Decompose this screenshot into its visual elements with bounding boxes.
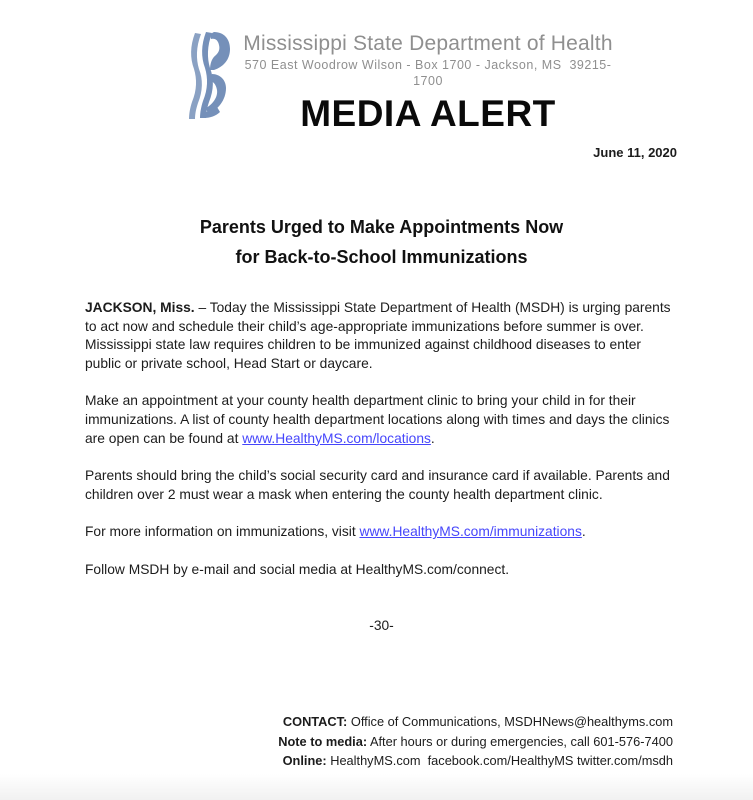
headline xyxy=(85,212,678,272)
release-date: June 11, 2020 xyxy=(593,145,677,160)
paragraph-text: – Today the Mississippi State Department of Health (MSDH) is urging parents to act now and schedule their child’s age-appropriate immunizations before summer is over. Mississippi state law requires children to be immunized against childhood diseases to enter public or private school, Head Start or daycare. xyxy=(85,300,671,371)
body-paragraph-3: Parents should bring the child’s social security card and insurance card if available. Parents and children over 2 must wear a mask when entering the county health department clinic. xyxy=(85,468,670,502)
msdh-faces-logo-icon xyxy=(186,30,230,122)
paragraph-text: . xyxy=(581,524,586,540)
contact-text: Office of Communications, MSDHNews@healthyms.com xyxy=(347,714,673,729)
online-text: HealthyMS.com facebook.com/HealthyMS twitter.com/msdh xyxy=(326,753,673,769)
paragraph-text: For more information on immunizations, visit xyxy=(85,524,360,540)
online-label: Online: xyxy=(282,753,327,769)
page-bottom-edge xyxy=(0,774,753,800)
paragraph-text: . xyxy=(430,430,435,446)
headline-line2: for Back-to-School Immunizations xyxy=(235,247,528,267)
letterhead-text xyxy=(242,30,614,134)
org-name: Mississippi State Department of Health xyxy=(243,32,613,55)
note-to-media-line xyxy=(278,732,673,752)
note-to-media-label: Note to media: xyxy=(278,733,368,749)
headline-line1: Parents Urged to Make Appointments Now xyxy=(199,217,564,237)
end-mark: -30- xyxy=(369,617,394,633)
body-paragraph-4 xyxy=(85,523,678,542)
body-text xyxy=(85,299,678,635)
body-paragraph-5: Follow MSDH by e-mail and social media at HealthyMS.com/connect. xyxy=(85,561,510,577)
dateline: JACKSON, Miss. xyxy=(85,300,195,315)
body-paragraph-2 xyxy=(85,392,678,448)
contact-block xyxy=(278,712,673,771)
body-paragraph-1 xyxy=(85,299,678,373)
org-address: 570 East Woodrow Wilson - Box 1700 - Jackson, MS 39215-1700 xyxy=(244,58,612,88)
media-alert-banner: MEDIA ALERT xyxy=(300,93,556,134)
locations-link[interactable]: www.HealthyMS.com/locations xyxy=(242,430,431,446)
contact-label: CONTACT: xyxy=(282,714,348,729)
note-to-media-text: After hours or during emergencies, call 601-576-7400 xyxy=(367,733,673,749)
contact-line xyxy=(278,712,673,732)
immunizations-link[interactable]: www.HealthyMS.com/immunizations xyxy=(359,524,582,540)
paragraph-text: Make an appointment at your county health department clinic to bring your child in for their immunizations. A list of county health department locations along with times and days the clinics are open can be found at xyxy=(85,393,670,446)
online-line xyxy=(278,751,673,771)
letterhead xyxy=(186,30,614,134)
